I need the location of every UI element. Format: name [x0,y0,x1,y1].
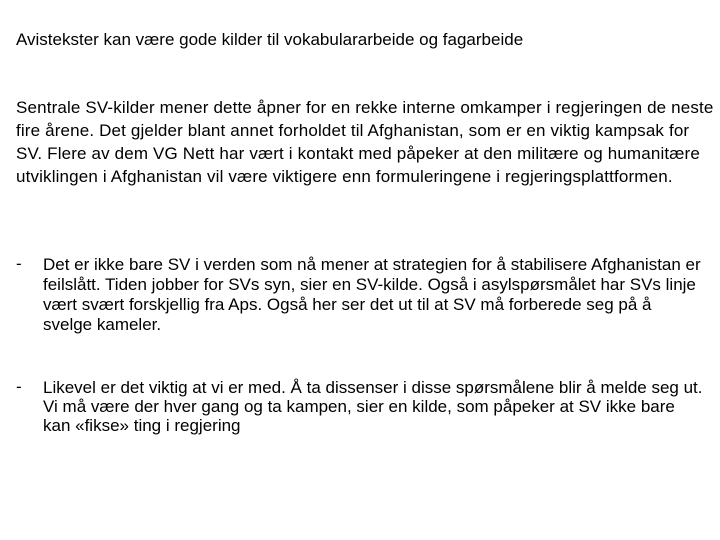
bullet-item [16,255,706,335]
bullet-marker: - [16,254,22,273]
bullet-item [16,378,706,435]
bullet-text: Likevel er det viktig at vi er med. Å ta dissenser i disse spørsmålene blir å melde seg ut. Vi må være der hver gang og ta kampen, sier en kilde, som påpeker at SV ikke bare kan «fikse» ting i regjering [43,378,703,435]
body-paragraph: Sentrale SV-kilder mener dette åpner for en rekke interne omkamper i regjeringen de neste fire årene. Det gjelder blant annet forholdet til Afghanistan, som er en viktig kampsak for SV. Flere av dem VG Nett har vært i kontakt med påpeker at den militære og humanitære utviklingen i Afghanistan vil være viktigere enn formuleringene i regjeringsplattformen. [16,98,714,186]
slide-title: Avistekster kan være gode kilder til vokabulararbeide og fagarbeide [16,30,524,49]
bullet-marker: - [16,377,22,396]
bullet-text: Det er ikke bare SV i verden som nå mener at strategien for å stabilisere Afghanistan er feilslått. Tiden jobber for SVs syn, sier en SV-kilde. Også i asylspørsmålet har SVs linje vært svært forskjellig fra Aps. Også her ser det ut til at SV må forberede seg på å svelge kameler. [43,255,701,334]
